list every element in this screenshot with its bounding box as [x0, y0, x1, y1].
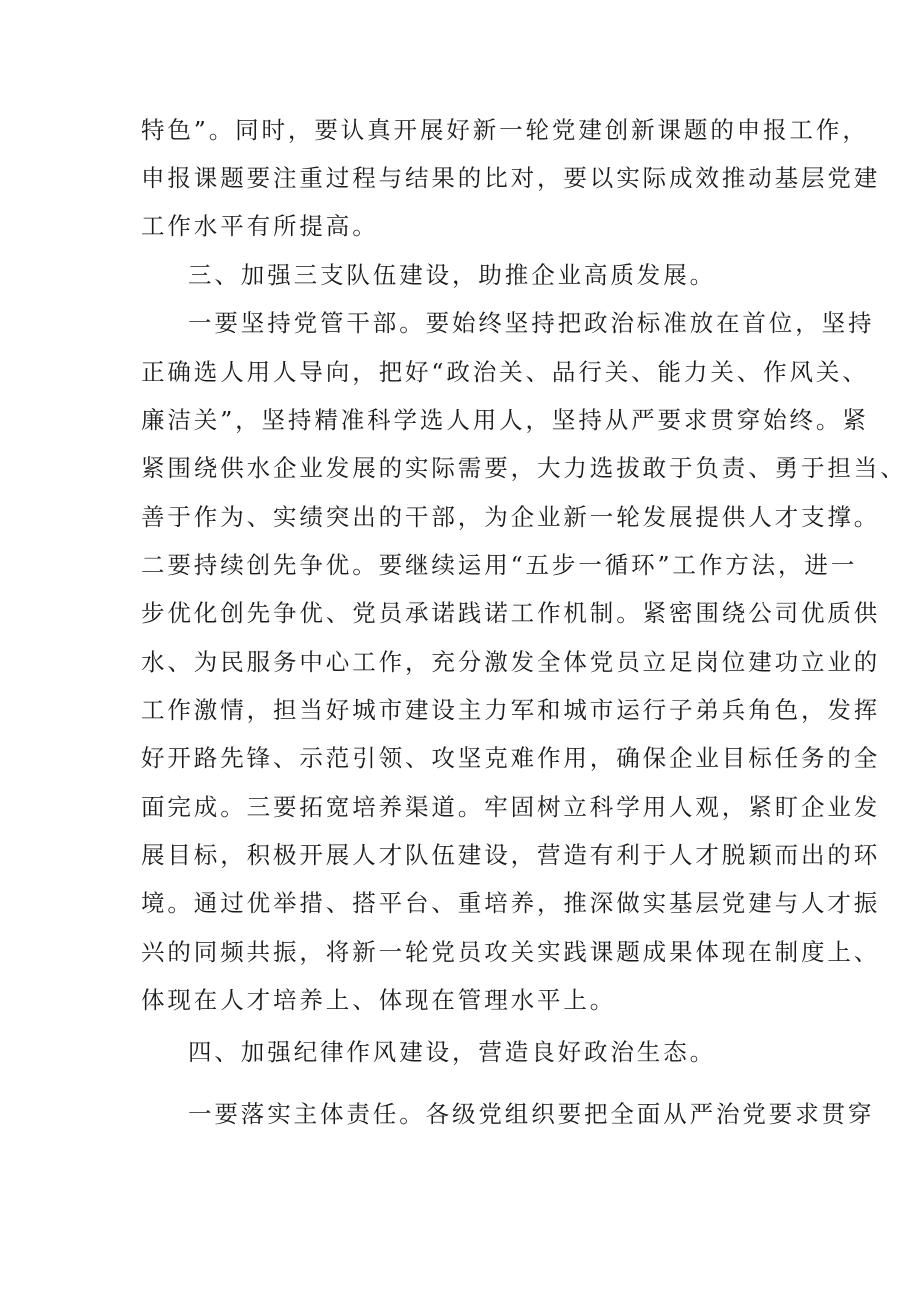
text-line: 二要持续创先争优。要继续运用“五步一循环”工作方法，进一 — [141, 551, 858, 579]
text-line: 体现在人才培养上、体现在管理水平上。 — [141, 986, 617, 1014]
text-line: 特色”。同时，要认真开展好新一轮党建创新课题的申报工作， — [141, 116, 869, 144]
text-line: 廉洁关”，坚持精准科学选人用人，坚持从严要求贯穿始终。紧 — [141, 406, 869, 434]
text-line: 展目标，积极开展人才队伍建设，营造有利于人才脱颖而出的环 — [141, 841, 881, 869]
text-line: 工作激情，担当好城市建设主力军和城市运行子弟兵角色，发挥 — [141, 696, 881, 724]
text-line: 境。通过优举措、搭平台、重培养，推深做实基层党建与人才振 — [141, 889, 881, 917]
text-line: 紧围绕供水企业发展的实际需要，大力选拔敢于负责、勇于担当、 — [141, 454, 907, 482]
text-line: 水、为民服务中心工作，充分激发全体党员立足岗位建功立业的 — [141, 648, 881, 676]
text-line: 面完成。三要拓宽培养渠道。牢固树立科学用人观，紧盯企业发 — [141, 793, 881, 821]
text-line: 工作水平有所提高。 — [141, 212, 379, 240]
section-heading-3: 三、加强三支队伍建设，助推企业高质发展。 — [188, 261, 716, 289]
text-line: 兴的同频共振，将新一轮党员攻关实践课题成果体现在制度上、 — [141, 938, 881, 966]
text-line: 善于作为、实绩突出的干部，为企业新一轮发展提供人才支撑。 — [141, 503, 881, 531]
text-line: 一要坚持党管干部。要始终坚持把政治标准放在首位，坚持 — [188, 309, 875, 337]
text-line: 申报课题要注重过程与结果的比对，要以实际成效推动基层党建 — [141, 164, 881, 192]
section-heading-4: 四、加强纪律作风建设，营造良好政治生态。 — [188, 1038, 716, 1066]
text-line: 步优化创先争优、党员承诺践诺工作机制。紧密围绕公司优质供 — [141, 599, 881, 627]
text-line: 正确选人用人导向，把好“政治关、品行关、能力关、作风关、 — [141, 358, 869, 386]
text-line: 一要落实主体责任。各级党组织要把全面从严治党要求贯穿 — [188, 1100, 875, 1128]
text-line: 好开路先锋、示范引领、攻坚克难作用，确保企业目标任务的全 — [141, 744, 881, 772]
